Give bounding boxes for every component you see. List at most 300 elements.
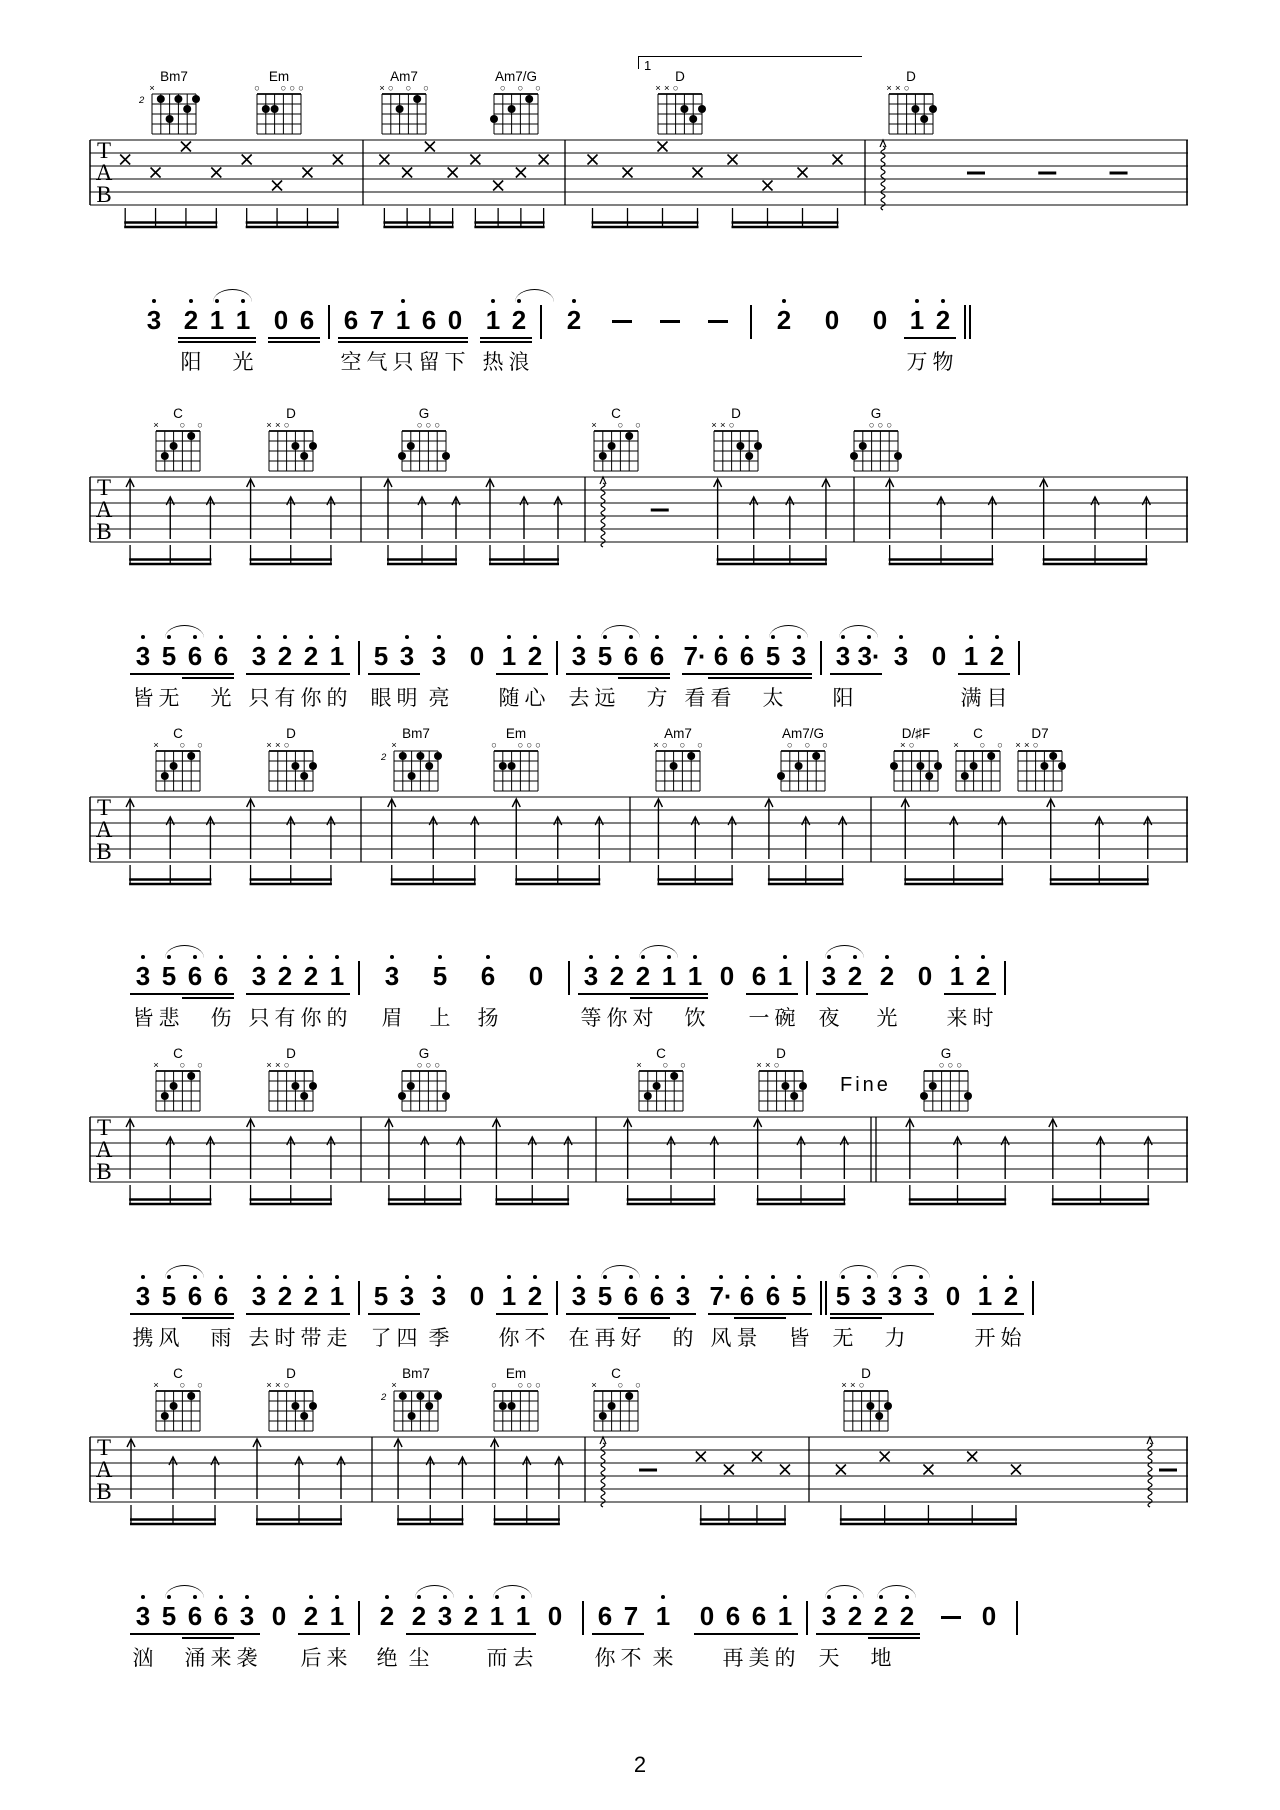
tab-staff — [70, 789, 1190, 900]
jianpu-note: 7· 看 — [682, 628, 708, 708]
lyric-syllable: 你 — [594, 1647, 616, 1670]
svg-text:T: T — [96, 1435, 112, 1460]
svg-text:×: × — [391, 1380, 397, 1391]
octave-dot — [879, 1595, 883, 1599]
jianpu-note: 1 开 — [972, 1268, 998, 1348]
lyric-syllable: 只 — [392, 351, 414, 374]
svg-text:×: × — [850, 1380, 856, 1391]
octave-dot — [899, 635, 903, 639]
jianpu-note: 1 只 — [390, 292, 416, 372]
svg-text:○: ○ — [298, 83, 304, 94]
jianpu-note: 3 — [432, 1588, 458, 1668]
svg-text:○: ○ — [517, 1380, 524, 1391]
octave-dot — [1009, 1275, 1013, 1279]
octave-dot — [771, 635, 775, 639]
octave-dot — [417, 1595, 421, 1599]
jianpu-note: 3 眉 — [368, 948, 416, 1028]
svg-text:Em: Em — [505, 1367, 527, 1381]
lyric-syllable: 去 — [568, 687, 590, 710]
lyric-syllable: 季 — [428, 1327, 450, 1350]
jianpu-note: 3 季 — [420, 1268, 458, 1348]
svg-text:○: ○ — [197, 1380, 203, 1391]
jianpu-note: 2 有 — [272, 628, 298, 708]
jianpu-line — [130, 292, 974, 372]
jianpu-note: 2 — [458, 1588, 484, 1668]
jianpu-note: 3 只 — [246, 628, 272, 708]
octave-dot — [507, 1275, 511, 1279]
jianpu-rest: 0 — [719, 961, 735, 991]
jianpu-barline — [798, 1588, 816, 1668]
svg-text:A: A — [95, 160, 113, 185]
svg-text:×: × — [886, 83, 892, 94]
octave-dot — [335, 955, 339, 959]
svg-text:○: ○ — [491, 1380, 497, 1391]
lyric-syllable: 万 — [906, 351, 928, 374]
jianpu-rest: 0 — [981, 1601, 997, 1631]
jianpu-note: 3 — [130, 292, 178, 372]
svg-text:×: × — [653, 740, 659, 751]
octave-dot — [521, 1595, 525, 1599]
lyric-syllable: 去 — [248, 1327, 270, 1350]
svg-text:×: × — [1015, 740, 1021, 751]
svg-text:○: ○ — [499, 83, 506, 94]
octave-dot — [603, 635, 607, 639]
jianpu-note: 2 时 — [272, 1268, 298, 1348]
jianpu-note: 6 扬 — [464, 948, 512, 1028]
tab-staff — [70, 469, 1190, 580]
svg-text:A: A — [95, 1137, 113, 1162]
jianpu-barline — [1010, 628, 1028, 708]
lyric-syllable: 美 — [748, 1647, 770, 1670]
svg-text:○: ○ — [938, 1060, 945, 1071]
svg-text:○: ○ — [280, 83, 287, 94]
jianpu-note: 1 饮 — [682, 948, 708, 1028]
lyric-syllable: 你 — [300, 1007, 322, 1030]
octave-dot — [661, 1595, 665, 1599]
octave-dot — [219, 635, 223, 639]
lyric-syllable: 碗 — [774, 1007, 796, 1030]
jianpu-note: 3 力 — [882, 1268, 908, 1348]
svg-text:○: ○ — [405, 83, 412, 94]
lyric-syllable: 你 — [498, 1327, 520, 1350]
svg-text:C: C — [656, 1047, 666, 1061]
jianpu-barline — [350, 628, 368, 708]
svg-text:×: × — [266, 1380, 272, 1391]
jianpu-note: 2 — [894, 1588, 920, 1668]
svg-text:G: G — [418, 1047, 430, 1061]
octave-dot — [533, 635, 537, 639]
svg-text:○: ○ — [535, 83, 541, 94]
jianpu-spacer — [234, 948, 246, 958]
jianpu-note: 1 — [204, 292, 230, 372]
jianpu-barline — [350, 1588, 368, 1668]
svg-text:○: ○ — [535, 1380, 541, 1391]
jianpu-rest: 0 — [824, 305, 840, 335]
svg-text:○: ○ — [679, 740, 686, 751]
jianpu-barline — [560, 948, 578, 1028]
tab-staff — [70, 1109, 1190, 1220]
svg-text:B: B — [96, 519, 112, 544]
jianpu-note: 3 只 — [246, 948, 272, 1028]
jianpu-barline — [350, 948, 368, 1028]
svg-text:B: B — [96, 1479, 112, 1504]
jianpu-note: 6 伤 — [208, 948, 234, 1028]
lyric-syllable: 地 — [870, 1647, 892, 1670]
svg-text:×: × — [591, 1380, 597, 1391]
octave-dot — [983, 1275, 987, 1279]
svg-text:○: ○ — [517, 83, 524, 94]
svg-text:G: G — [940, 1047, 952, 1061]
octave-dot — [152, 299, 156, 303]
lyric-syllable: 力 — [884, 1327, 906, 1350]
svg-text:×: × — [266, 420, 272, 431]
lyric-syllable: 不 — [524, 1327, 546, 1350]
svg-text:C: C — [611, 1367, 621, 1381]
svg-text:D: D — [776, 1047, 786, 1061]
octave-dot — [219, 955, 223, 959]
lyric-syllable: 无 — [158, 687, 180, 710]
jianpu-rest: 0 — [469, 1281, 485, 1311]
octave-dot — [443, 1595, 447, 1599]
octave-dot — [283, 635, 287, 639]
jianpu-note: 3 的 — [670, 1268, 696, 1348]
jianpu-rest: 0 — [931, 641, 947, 671]
octave-dot — [283, 955, 287, 959]
octave-dot — [955, 955, 959, 959]
lyric-syllable: 只 — [248, 1007, 270, 1030]
svg-text:A: A — [95, 497, 113, 522]
jianpu-note: 6 方 — [644, 628, 670, 708]
svg-text:○: ○ — [425, 420, 432, 431]
svg-text:Am7: Am7 — [390, 70, 418, 84]
jianpu-note: 1 光 — [230, 292, 256, 372]
jianpu-note: 1 的 — [324, 628, 350, 708]
jianpu-note: 3 亮 — [420, 628, 458, 708]
octave-dot — [783, 1595, 787, 1599]
lyric-syllable: 风 — [158, 1327, 180, 1350]
jianpu-note: 5 — [156, 1588, 182, 1668]
octave-dot — [141, 955, 145, 959]
lyric-syllable: 来 — [210, 1647, 232, 1670]
jianpu-note: 6 — [182, 1268, 208, 1348]
lyric-syllable: 风 — [710, 1327, 732, 1350]
octave-dot — [995, 635, 999, 639]
jianpu-note: 3 — [908, 1268, 934, 1348]
octave-dot — [589, 955, 593, 959]
jianpu-note: 1 满 — [958, 628, 984, 708]
octave-dot — [257, 955, 261, 959]
svg-text:×: × — [1024, 740, 1030, 751]
lyric-syllable: 来 — [326, 1647, 348, 1670]
svg-text:○: ○ — [822, 740, 828, 751]
lyric-syllable: 浪 — [508, 351, 530, 374]
jianpu-barline — [350, 1268, 368, 1348]
lyric-syllable: 景 — [736, 1327, 758, 1350]
jianpu-note: 6 你 — [592, 1588, 618, 1668]
lyric-syllable: 悲 — [158, 1007, 180, 1030]
lyric-syllable: 上 — [429, 1007, 451, 1030]
jianpu-note: 3 天 — [816, 1588, 842, 1668]
svg-text:×: × — [841, 1380, 847, 1391]
jianpu-note: 6 再 — [720, 1588, 746, 1668]
svg-text:○: ○ — [868, 420, 875, 431]
jianpu-barline — [1008, 1588, 1026, 1668]
octave-dot — [941, 299, 945, 303]
jianpu-note: 3 皆 — [130, 628, 156, 708]
lyric-syllable: 明 — [396, 687, 418, 710]
lyric-syllable: 饮 — [684, 1007, 706, 1030]
svg-text:×: × — [664, 83, 670, 94]
octave-dot — [655, 635, 659, 639]
svg-text:○: ○ — [617, 420, 624, 431]
svg-text:○: ○ — [197, 1060, 203, 1071]
lyric-syllable: 有 — [274, 1007, 296, 1030]
jianpu-spacer — [234, 628, 246, 638]
jianpu-note: 7· 风 — [708, 1268, 734, 1348]
octave-dot — [491, 299, 495, 303]
jianpu-spacer — [920, 1588, 932, 1598]
lyric-syllable: 后 — [300, 1647, 322, 1670]
lyric-syllable: 亮 — [428, 687, 450, 710]
octave-dot — [681, 1275, 685, 1279]
octave-dot — [693, 955, 697, 959]
lyric-syllable: 的 — [672, 1327, 694, 1350]
jianpu-note: 6 雨 — [208, 1268, 234, 1348]
svg-text:○: ○ — [786, 740, 793, 751]
svg-text:Bm7: Bm7 — [402, 1367, 430, 1381]
svg-text:○: ○ — [179, 1060, 186, 1071]
jianpu-barline — [320, 292, 338, 372]
lyric-syllable: 伤 — [210, 1007, 232, 1030]
lyric-syllable: 的 — [326, 1007, 348, 1030]
jianpu-note: 6 看 — [708, 628, 734, 708]
svg-text:○: ○ — [416, 1060, 423, 1071]
lyric-syllable: 留 — [418, 351, 440, 374]
octave-dot — [437, 1275, 441, 1279]
svg-text:C: C — [611, 407, 621, 421]
octave-dot — [827, 1595, 831, 1599]
jianpu-note: 3 阳 — [830, 628, 856, 708]
svg-text:○: ○ — [886, 420, 893, 431]
jianpu-note: 6 景 — [734, 1268, 760, 1348]
tab-staff — [70, 1429, 1190, 1540]
jianpu-note: 5 远 — [592, 628, 618, 708]
svg-text:D7: D7 — [1031, 727, 1049, 741]
jianpu-rest: 0 — [271, 1601, 287, 1631]
svg-text:○: ○ — [680, 1060, 686, 1071]
jianpu-rest: 0 — [694, 1588, 720, 1668]
jianpu-note: 2 浪 — [506, 292, 532, 372]
jianpu-note: 2 光 — [868, 948, 906, 1028]
octave-dot — [841, 635, 845, 639]
octave-dot — [193, 635, 197, 639]
lyric-syllable: 而 — [486, 1647, 508, 1670]
lyric-syllable: 好 — [620, 1327, 642, 1350]
svg-text:×: × — [895, 83, 901, 94]
octave-dot — [335, 635, 339, 639]
lyric-syllable: 满 — [960, 687, 982, 710]
lyric-syllable: 来 — [946, 1007, 968, 1030]
svg-text:○: ○ — [908, 740, 915, 751]
jianpu-note: 5 上 — [416, 948, 464, 1028]
jianpu-barline — [812, 1268, 830, 1348]
lyric-syllable: 皆 — [788, 1327, 810, 1350]
svg-text:D: D — [861, 1367, 871, 1381]
svg-text:×: × — [153, 1380, 159, 1391]
jianpu-barline — [812, 628, 830, 708]
jianpu-note: 2 对 — [630, 948, 656, 1028]
jianpu-note: 7 气 — [364, 292, 390, 372]
svg-text:○: ○ — [517, 740, 524, 751]
svg-text:Am7/G: Am7/G — [781, 727, 825, 741]
jianpu-rest: 0 — [528, 961, 544, 991]
lyric-syllable: 汹 — [132, 1647, 154, 1670]
svg-text:Em: Em — [505, 727, 527, 741]
lyric-syllable: 再 — [594, 1327, 616, 1350]
jianpu-note: 1 — [656, 948, 682, 1028]
jianpu-spacer — [682, 1588, 694, 1598]
octave-dot — [495, 1595, 499, 1599]
svg-text:○: ○ — [858, 1380, 865, 1391]
lyric-syllable: 不 — [620, 1647, 642, 1670]
octave-dot — [437, 635, 441, 639]
jianpu-note: 1 去 — [510, 1588, 536, 1668]
lyric-syllable: 远 — [594, 687, 616, 710]
jianpu-note: 2 物 — [930, 292, 956, 372]
octave-dot — [189, 299, 193, 303]
jianpu-note: 2 地 — [868, 1588, 894, 1668]
octave-dot — [390, 955, 394, 959]
svg-text:○: ○ — [491, 740, 497, 751]
jianpu-barline — [532, 292, 550, 372]
svg-text:○: ○ — [672, 83, 679, 94]
svg-text:○: ○ — [535, 740, 541, 751]
lyric-syllable: 四 — [396, 1327, 418, 1350]
svg-text:Bm7: Bm7 — [402, 727, 430, 741]
svg-text:D: D — [286, 1047, 296, 1061]
svg-text:B: B — [96, 182, 112, 207]
jianpu-note: 3 — [882, 628, 920, 708]
lyric-syllable: 气 — [366, 351, 388, 374]
jianpu-note: 3 四 — [394, 1268, 420, 1348]
jianpu-dash — [694, 292, 742, 372]
svg-text:2: 2 — [381, 1392, 387, 1403]
lyric-syllable: 对 — [632, 1007, 654, 1030]
jianpu-barline — [996, 948, 1014, 1028]
jianpu-note: 3 在 — [566, 1268, 592, 1348]
lyric-syllable: 下 — [444, 351, 466, 374]
octave-dot — [885, 955, 889, 959]
svg-text:D: D — [906, 70, 916, 84]
lyric-syllable: 光 — [232, 351, 254, 374]
lyric-syllable: 无 — [832, 1327, 854, 1350]
octave-dot — [827, 955, 831, 959]
lyric-syllable: 时 — [972, 1007, 994, 1030]
jianpu-note: 3 皆 — [130, 948, 156, 1028]
svg-text:×: × — [391, 740, 397, 751]
jianpu-note: 5 无 — [830, 1268, 856, 1348]
lyric-syllable: 阳 — [832, 687, 854, 710]
jianpu-note: 6 — [182, 948, 208, 1028]
jianpu-note: 7 不 — [618, 1588, 644, 1668]
jianpu-line — [130, 1588, 1026, 1668]
svg-text:○: ○ — [179, 740, 186, 751]
svg-text:○: ○ — [283, 1060, 290, 1071]
svg-text:×: × — [149, 83, 155, 94]
svg-text:○: ○ — [425, 1060, 432, 1071]
octave-dot — [853, 955, 857, 959]
octave-dot — [219, 1275, 223, 1279]
jianpu-rest: 0 — [945, 1281, 961, 1311]
jianpu-note: 1 而 — [484, 1588, 510, 1668]
svg-text:×: × — [756, 1060, 762, 1071]
jianpu-note: 1 碗 — [772, 948, 798, 1028]
jianpu-dash — [646, 292, 694, 372]
svg-text:○: ○ — [877, 420, 884, 431]
svg-text:T: T — [96, 1115, 112, 1140]
svg-text:×: × — [275, 740, 281, 751]
svg-text:T: T — [96, 475, 112, 500]
svg-text:○: ○ — [956, 1060, 963, 1071]
lyric-syllable: 袭 — [236, 1647, 258, 1670]
svg-text:G: G — [418, 407, 430, 421]
jianpu-note: 3· — [856, 628, 882, 708]
page-number: 2 — [633, 1752, 647, 1777]
jianpu-barline — [798, 948, 816, 1028]
jianpu-note: 6 — [182, 628, 208, 708]
svg-text:A: A — [95, 1457, 113, 1482]
jianpu-note: 6 涌 — [182, 1588, 208, 1668]
svg-text:○: ○ — [635, 420, 641, 431]
jianpu-barline — [956, 292, 974, 372]
octave-dot — [745, 1275, 749, 1279]
svg-text:T: T — [96, 138, 112, 163]
jianpu-spacer — [696, 1268, 708, 1278]
svg-text:○: ○ — [434, 1060, 441, 1071]
lyric-syllable: 看 — [684, 687, 706, 710]
svg-text:○: ○ — [1032, 740, 1039, 751]
svg-text:×: × — [765, 1060, 771, 1071]
octave-dot — [867, 1275, 871, 1279]
svg-text:T: T — [96, 795, 112, 820]
svg-text:D/♯F: D/♯F — [901, 727, 931, 741]
jianpu-note: 6 美 — [746, 1588, 772, 1668]
svg-text:A: A — [95, 817, 113, 842]
svg-text:D: D — [286, 1367, 296, 1381]
octave-dot — [193, 1595, 197, 1599]
svg-text:C: C — [173, 407, 183, 421]
lyric-syllable: 夜 — [818, 1007, 840, 1030]
lyric-syllable: 随 — [498, 687, 520, 710]
jianpu-barline — [548, 628, 566, 708]
svg-text:C: C — [973, 727, 983, 741]
jianpu-note: 3 明 — [394, 628, 420, 708]
jianpu-note: 2 你 — [298, 628, 324, 708]
octave-dot — [309, 635, 313, 639]
jianpu-note: 2 带 — [298, 1268, 324, 1348]
svg-text:×: × — [953, 740, 959, 751]
octave-dot — [841, 1275, 845, 1279]
svg-text:○: ○ — [997, 740, 1003, 751]
svg-text:×: × — [153, 740, 159, 751]
svg-text:○: ○ — [283, 740, 290, 751]
lyric-syllable: 来 — [652, 1647, 674, 1670]
jianpu-note: 2 阳 — [178, 292, 204, 372]
octave-dot — [905, 1595, 909, 1599]
octave-dot — [629, 635, 633, 639]
jianpu-note: 1 热 — [480, 292, 506, 372]
lyric-syllable: 在 — [568, 1327, 590, 1350]
